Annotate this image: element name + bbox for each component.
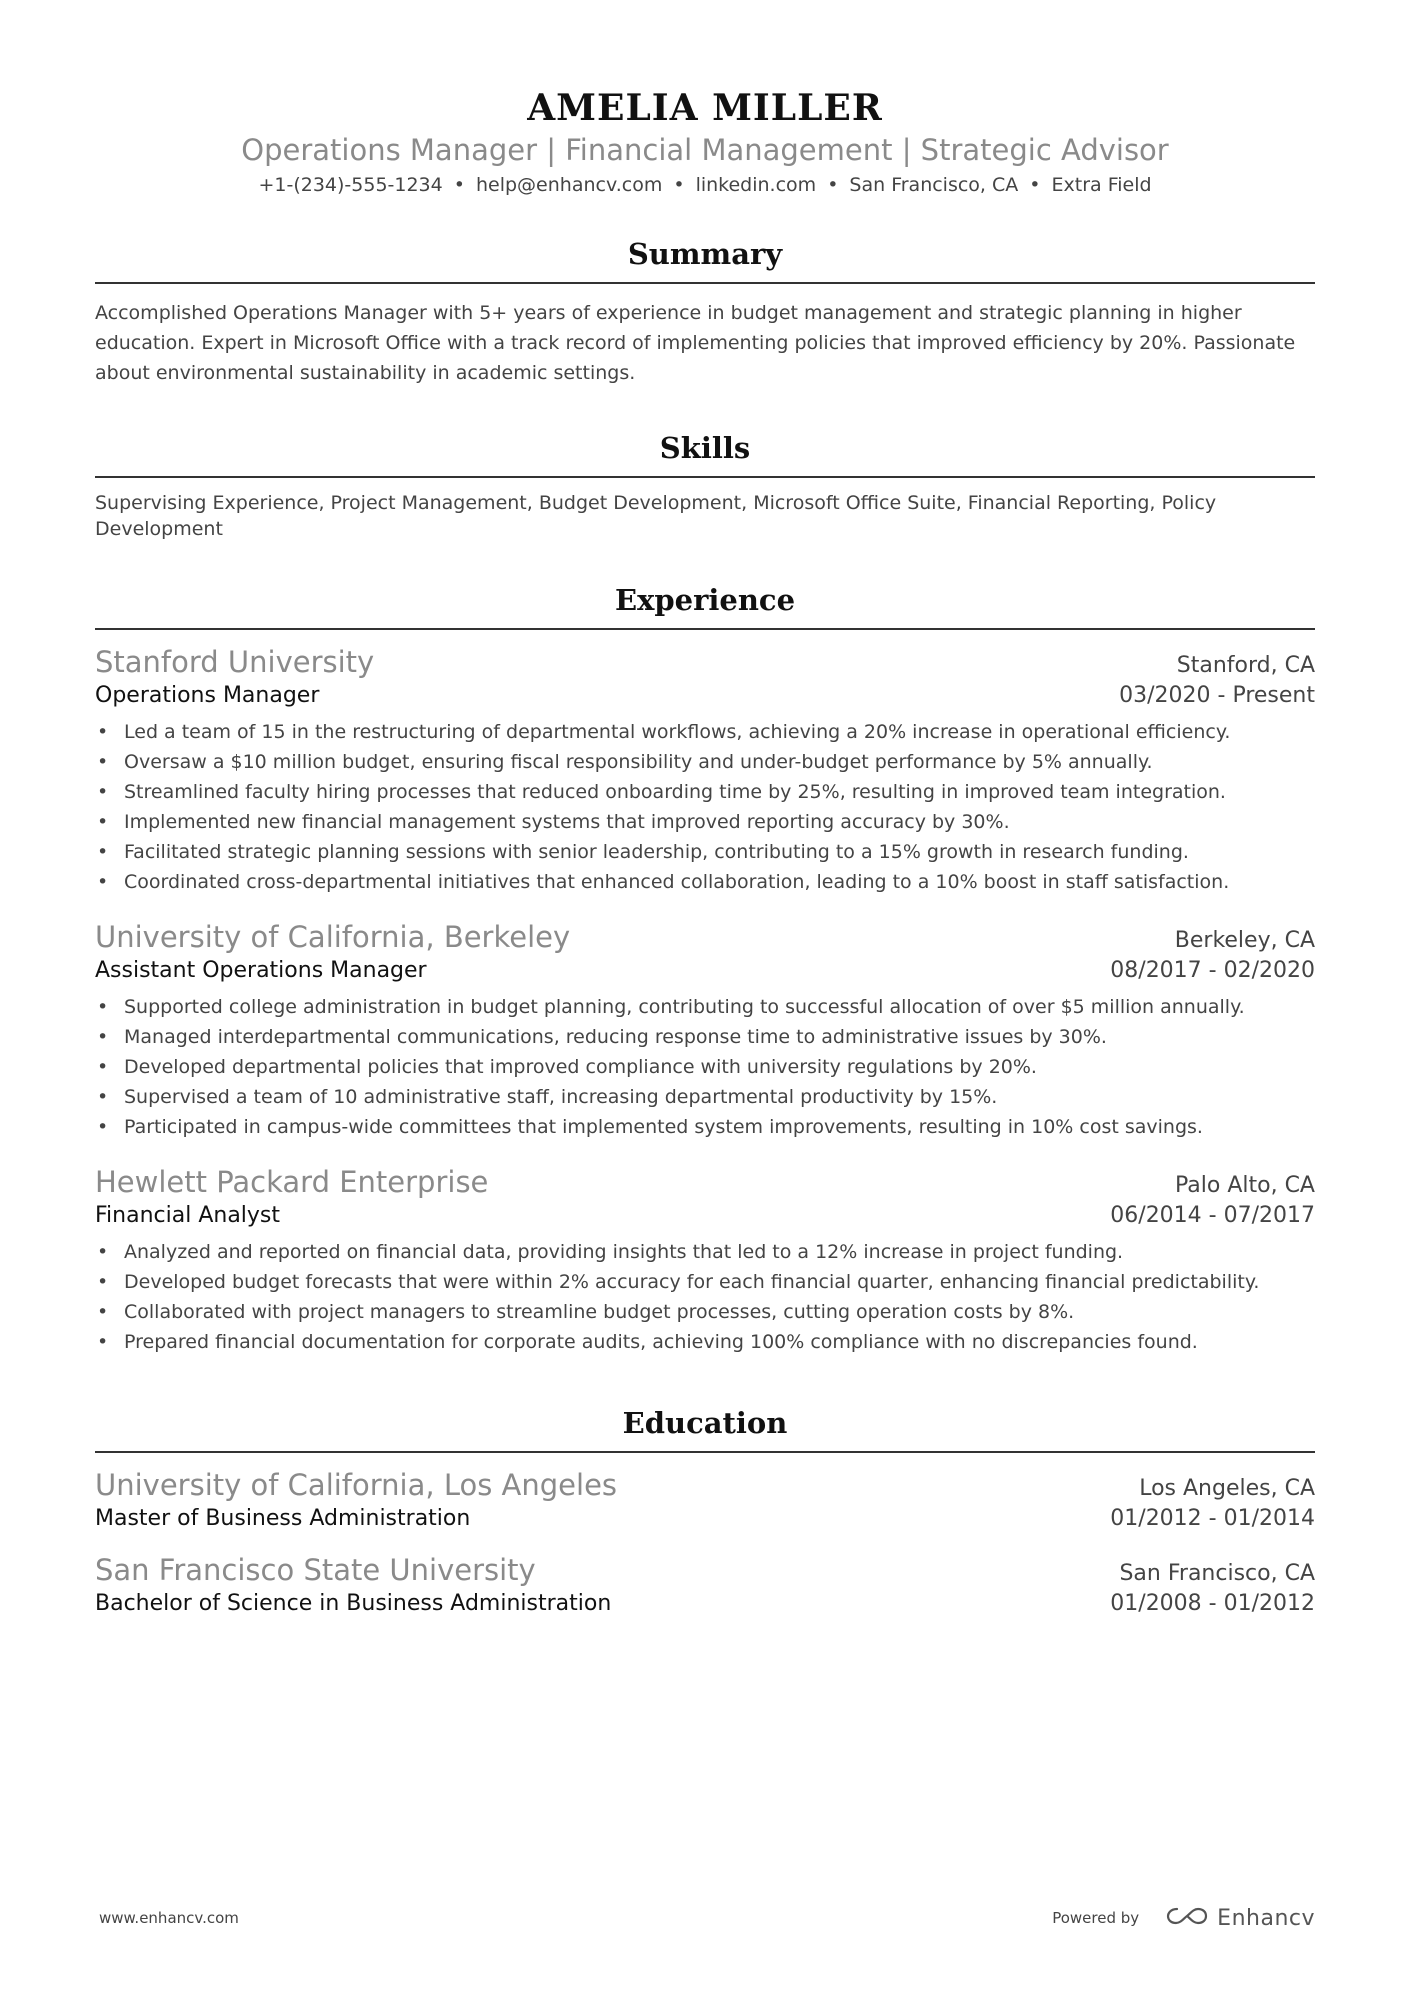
achievement-item: • Analyzed and reported on financial data, providing insights that led to a 12% increase in project funding. bbox=[95, 1237, 1315, 1267]
degree-dates: 01/2008 - 01/2012 bbox=[1110, 1591, 1315, 1616]
skills-list: Supervising Experience, Project Management, Budget Development, Microsoft Office Suite, Financial Reporting, Policy Development bbox=[95, 492, 1217, 540]
school-name: University of California, Los Angeles bbox=[95, 1468, 618, 1502]
achievement-item: • Supervised a team of 10 administrative staff, increasing departmental productivity by 15%. bbox=[95, 1082, 1315, 1112]
achievement-list bbox=[95, 717, 1315, 897]
job-title: Financial Analyst bbox=[95, 1203, 281, 1228]
education-entry bbox=[95, 1552, 1315, 1619]
skills-title: Skills bbox=[659, 431, 751, 465]
summary-text: Accomplished Operations Manager with 5+ years of experience in budget management and strategic planning in higher education. Expert in Microsoft Office with a track record of implementing policies that improved efficiency by 20%. Passionate about environmental sustainability in academic settings. bbox=[95, 302, 1296, 384]
separator-dot-icon: • bbox=[827, 174, 839, 196]
employer-name: Stanford University bbox=[95, 645, 375, 679]
employer-location: Stanford, CA bbox=[1176, 653, 1315, 678]
contact-location: San Francisco, CA bbox=[849, 174, 1019, 196]
experience-entry bbox=[95, 1164, 1315, 1357]
achievement-item: • Managed interdepartmental communications, reducing response time to administrative issues by 30%. bbox=[95, 1022, 1315, 1052]
achievement-item: • Participated in campus-wide committees that implemented system improvements, resulting in 10% cost savings. bbox=[95, 1112, 1315, 1142]
contact-phone: +1-(234)-555-1234 bbox=[258, 174, 443, 196]
experience-entry bbox=[95, 644, 1315, 897]
job-title: Assistant Operations Manager bbox=[95, 958, 427, 983]
achievement-item: • Developed departmental policies that improved compliance with university regulations by 20%. bbox=[95, 1052, 1315, 1082]
section-divider bbox=[95, 282, 1315, 284]
achievement-item: • Facilitated strategic planning sessions with senior leadership, contributing to a 15% growth in research funding. bbox=[95, 837, 1315, 867]
achievement-item: • Implemented new financial management systems that improved reporting accuracy by 30%. bbox=[95, 807, 1315, 837]
contact-email[interactable]: help@enhancv.com bbox=[475, 174, 663, 196]
entry-degree-row bbox=[95, 1504, 1315, 1534]
entry-header-row bbox=[95, 1552, 1315, 1589]
contact-extra-field: Extra Field bbox=[1051, 174, 1152, 196]
achievement-item: • Supported college administration in budget planning, contributing to successful allocation of over $5 million annually. bbox=[95, 992, 1315, 1022]
achievement-item: • Oversaw a $10 million budget, ensuring fiscal responsibility and under-budget performance by 5% annually. bbox=[95, 747, 1315, 777]
enhancv-brand-name: Enhancv bbox=[1217, 1905, 1315, 1931]
degree-name: Bachelor of Science in Business Administration bbox=[95, 1591, 612, 1616]
powered-by-label: Powered by bbox=[1052, 1909, 1140, 1927]
entry-header-row bbox=[95, 919, 1315, 956]
entry-role-row bbox=[95, 681, 1315, 711]
contact-linkedin[interactable]: linkedin.com bbox=[695, 174, 817, 196]
job-dates: 03/2020 - Present bbox=[1119, 683, 1315, 708]
achievement-list bbox=[95, 992, 1315, 1142]
section-divider bbox=[95, 1451, 1315, 1453]
achievement-item: • Coordinated cross-departmental initiatives that enhanced collaboration, leading to a 10% boost in staff satisfaction. bbox=[95, 867, 1315, 897]
job-title: Operations Manager bbox=[95, 683, 320, 708]
entry-role-row bbox=[95, 956, 1315, 986]
job-dates: 08/2017 - 02/2020 bbox=[1110, 958, 1315, 983]
contact-line bbox=[95, 172, 1315, 198]
candidate-name: AMELIA MILLER bbox=[527, 87, 883, 129]
education-section bbox=[95, 1405, 1315, 1619]
entry-header-row bbox=[95, 1164, 1315, 1201]
experience-entry bbox=[95, 919, 1315, 1142]
experience-title: Experience bbox=[614, 583, 796, 617]
achievement-item: • Led a team of 15 in the restructuring of departmental workflows, achieving a 20% increase in operational efficiency. bbox=[95, 717, 1315, 747]
job-dates: 06/2014 - 07/2017 bbox=[1110, 1203, 1315, 1228]
school-location: Los Angeles, CA bbox=[1139, 1476, 1315, 1501]
school-location: San Francisco, CA bbox=[1119, 1561, 1315, 1586]
summary-section bbox=[95, 236, 1315, 388]
employer-location: Palo Alto, CA bbox=[1175, 1173, 1315, 1198]
employer-name: Hewlett Packard Enterprise bbox=[95, 1165, 489, 1199]
employer-name: University of California, Berkeley bbox=[95, 920, 571, 954]
skills-section bbox=[95, 430, 1315, 542]
experience-section bbox=[95, 582, 1315, 1357]
enhancv-brand[interactable] bbox=[1165, 1905, 1315, 1931]
employer-location: Berkeley, CA bbox=[1174, 928, 1315, 953]
powered-by bbox=[1052, 1905, 1315, 1931]
education-title: Education bbox=[622, 1406, 788, 1440]
entry-header-row bbox=[95, 1467, 1315, 1504]
page-footer bbox=[99, 1905, 1315, 1931]
separator-dot-icon: • bbox=[1029, 174, 1041, 196]
summary-title: Summary bbox=[627, 237, 783, 271]
education-entry bbox=[95, 1467, 1315, 1534]
resume-header bbox=[95, 0, 1315, 198]
achievement-item: • Developed budget forecasts that were within 2% accuracy for each financial quarter, enhancing financial predictability. bbox=[95, 1267, 1315, 1297]
separator-dot-icon: • bbox=[673, 174, 685, 196]
entry-header-row bbox=[95, 644, 1315, 681]
section-divider bbox=[95, 628, 1315, 630]
achievement-item: • Streamlined faculty hiring processes that reduced onboarding time by 25%, resulting in improved team integration. bbox=[95, 777, 1315, 807]
candidate-headline: Operations Manager | Financial Management | Strategic Advisor bbox=[241, 133, 1169, 167]
enhancv-logo-icon bbox=[1165, 1905, 1209, 1931]
achievement-item: • Prepared financial documentation for corporate audits, achieving 100% compliance with no discrepancies found. bbox=[95, 1327, 1315, 1357]
entry-degree-row bbox=[95, 1589, 1315, 1619]
school-name: San Francisco State University bbox=[95, 1553, 536, 1587]
footer-website-link[interactable]: www.enhancv.com bbox=[99, 1909, 239, 1927]
achievement-list bbox=[95, 1237, 1315, 1357]
achievement-item: • Collaborated with project managers to streamline budget processes, cutting operation costs by 8%. bbox=[95, 1297, 1315, 1327]
section-divider bbox=[95, 476, 1315, 478]
entry-role-row bbox=[95, 1201, 1315, 1231]
degree-name: Master of Business Administration bbox=[95, 1506, 471, 1531]
degree-dates: 01/2012 - 01/2014 bbox=[1110, 1506, 1315, 1531]
separator-dot-icon: • bbox=[453, 174, 465, 196]
